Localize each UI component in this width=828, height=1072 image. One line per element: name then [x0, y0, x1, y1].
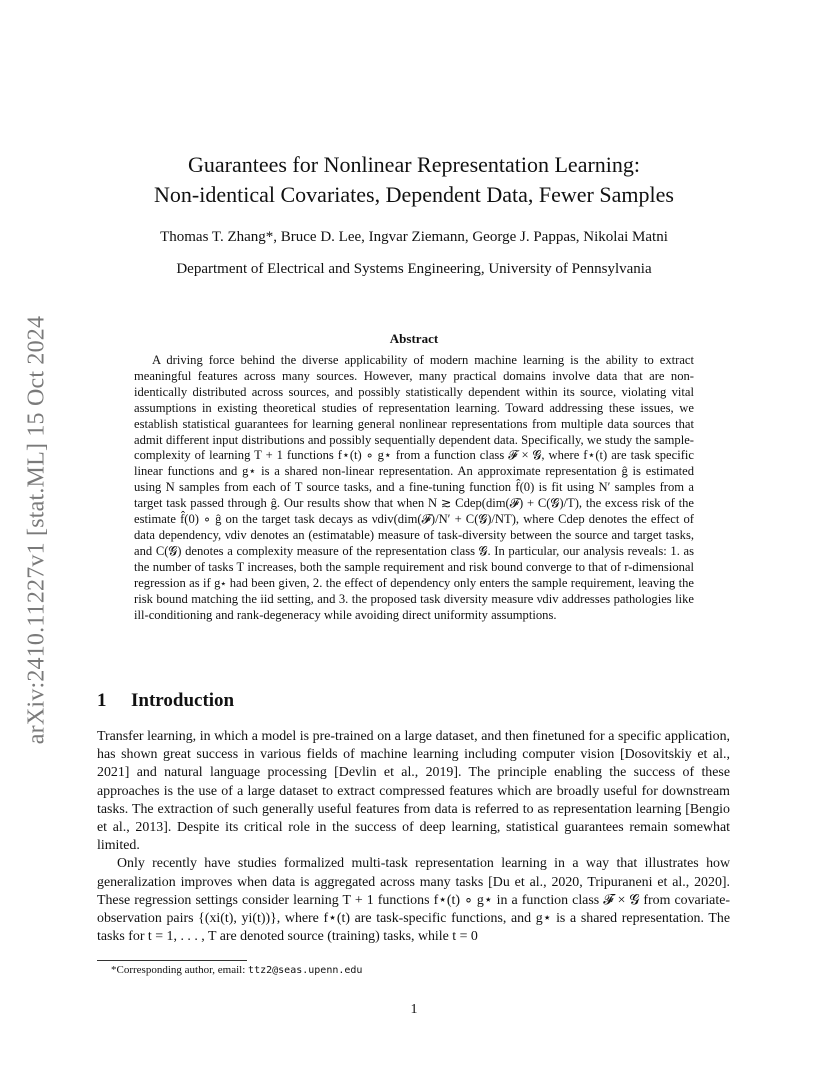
affiliation: Department of Electrical and Systems Engineering, University of Pennsylvania: [176, 261, 652, 277]
footnote-rule: [97, 960, 247, 961]
section-heading-introduction: [97, 690, 234, 712]
abstract-heading: Abstract: [389, 331, 439, 346]
intro-paragraph-1: Transfer learning, in which a model is pre-trained on a large dataset, and then finetuned for a specific application, has shown great success in various fields of machine learning including computer vision [Dosovitskiy et al., 2021] and natural language processing [Devlin et al., 2019]. The principle enabling the success of these approaches is the use of a large dataset to extract compressed features which are broadly useful for downstream tasks. The extraction of such generally useful features from data is referred to as representation learning [Bengio et al., 2013]. Despite its critical role in the success of deep learning, statistical guarantees remain somewhat limited.: [97, 729, 730, 854]
footnote-text: *Corresponding author, email:: [111, 964, 246, 976]
title-line-1: Guarantees for Nonlinear Representation Learning:: [187, 152, 641, 177]
abstract-body: A driving force behind the diverse applicability of modern machine learning is the ability to extract meaningful features across many sources. However, many practical domains involve data that are non-identically distributed across sources, and possibly statistically dependent within its source, violating vital assumptions in existing theoretical studies of representation learning. Toward addressing these issues, we establish statistical guarantees for learning general nonlinear representations from multiple data sources that admit different input distributions and possibly sequentially dependent data. Specifically, we study the sample-complexity of learning T + 1 functions f⋆(t) ∘ g⋆ from a function class 𝓕 × 𝓖, where f⋆(t) are task specific linear functions and g⋆ is a shared non-linear representation. An approximate representation ĝ is estimated using N samples from each of T source tasks, and a fine-tuning function f̂(0) is fit using N′ samples from a target task passed through ĝ. Our results show that when N ≳ Cdep(dim(𝓕) + C(𝓖)/T), the excess risk of the estimate f̂(0) ∘ ĝ on the target task decays as νdiv(dim(𝓕)/N′ + C(𝓖)/NT), where Cdep denotes the effect of data dependency, νdiv denotes an (estimatable) measure of task-diversity between the source and target tasks, and C(𝓖) denotes a complexity measure of the representation class 𝓖. In particular, our analysis reveals: 1. as the number of tasks T increases, both the sample requirement and risk bound converge to that of r-dimensional regression as if g⋆ had been given, 2. the effect of dependency only enters the sample requirement, leaving the risk bound matching the iid setting, and 3. the proposed task diversity measure νdiv addresses pathologies like ill-conditioning and rank-degeneracy while avoiding direct uniformity assumptions.: [134, 353, 694, 622]
section-number: 1: [97, 690, 107, 711]
paper-title: [98, 150, 730, 210]
title-line-2: Non-identical Covariates, Dependent Data, Fewer Samples: [154, 182, 674, 207]
author-list: Thomas T. Zhang*, Bruce D. Lee, Ingvar Ziemann, George J. Pappas, Nikolai Matni: [160, 229, 668, 245]
intro-paragraph-2: Only recently have studies formalized multi-task representation learning in a way that illustrates how generalization improves when data is aggregated across many tasks [Du et al., 2020, Tripuraneni et al., 2020]. These regression settings consider learning T + 1 functions f⋆(t) ∘ g⋆ in a function class 𝓕 × 𝓖 from covariate-observation pairs {(xi(t), yi(t))}, where f⋆(t) are task-specific functions, and g⋆ is a shared representation. The tasks for t = 1, . . . , T are denoted source (training) tasks, while t = 0: [97, 856, 730, 945]
footnote-email[interactable]: ttz2@seas.upenn.edu: [248, 965, 363, 976]
footnote: [111, 964, 362, 976]
page-number: 1: [410, 1002, 418, 1017]
arxiv-sidebar-stamp: [14, 270, 60, 790]
introduction-body: [97, 728, 730, 946]
section-title: Introduction: [131, 690, 235, 711]
arxiv-identifier: arXiv:2410.11227v1 [stat.ML] 15 Oct 2024: [23, 315, 50, 745]
